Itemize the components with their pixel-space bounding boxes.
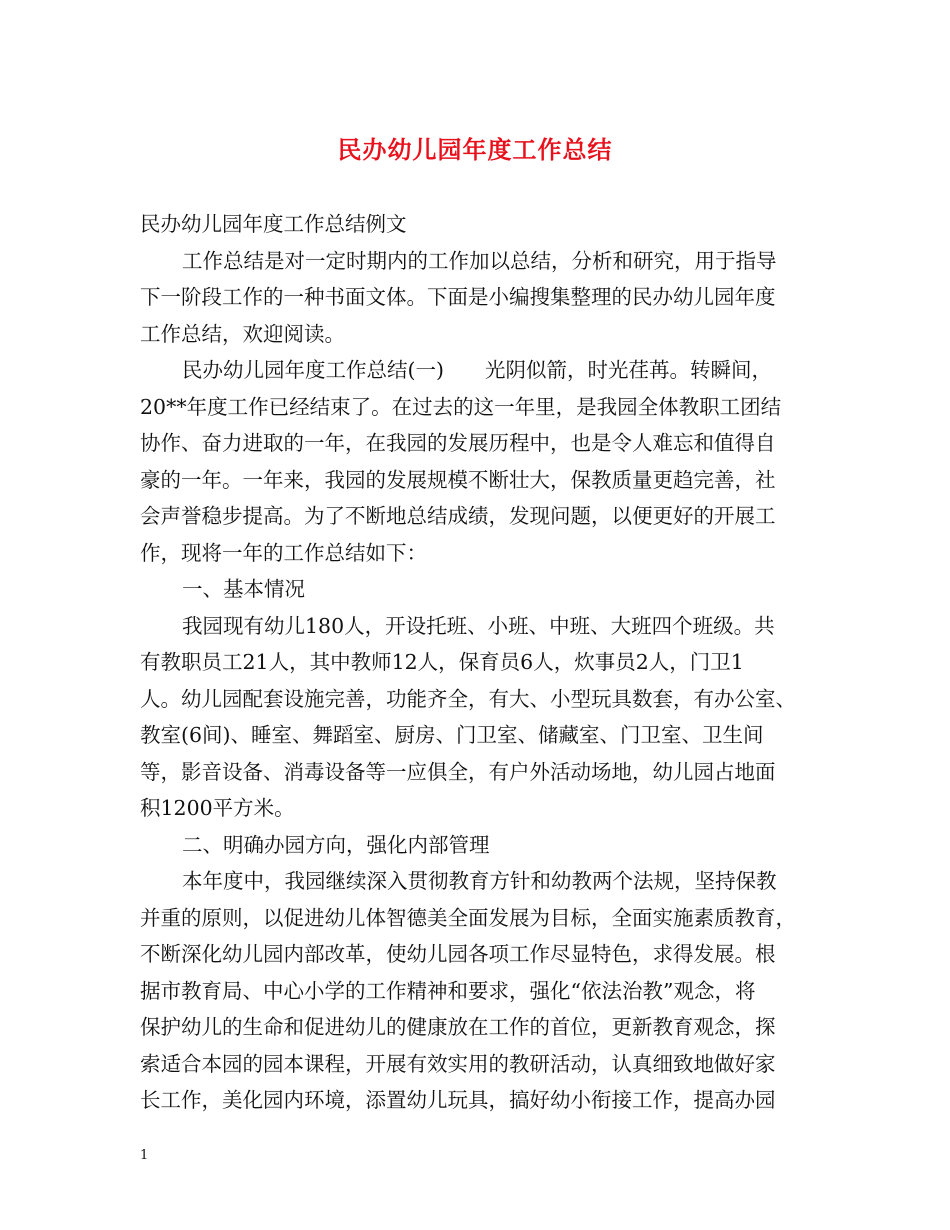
text-line: 索适合本园的园本课程，开展有效实用的教研活动，认真细致地做好家 — [140, 1051, 776, 1076]
text-line: 我园现有幼儿180人，开设托班、小班、中班、大班四个班级。共 — [182, 613, 775, 638]
text-line: 等，影音设备、消毒设备等一应俱全，有户外活动场地，幼儿园占地面 — [140, 759, 776, 784]
text-line: 作，现将一年的工作总结如下： — [140, 540, 427, 565]
text-line: 工作总结，欢迎阅读。 — [140, 321, 345, 346]
text-line: 教室(6间)、睡室、舞蹈室、厨房、门卫室、储藏室、门卫室、卫生间 — [140, 723, 764, 747]
text-line: 协作、奋力进取的一年，在我园的发展历程中，也是令人难忘和值得自 — [140, 431, 776, 455]
text-line: 积1200平方米。 — [140, 796, 295, 820]
text-line: 豪的一年。一年来，我园的发展规模不断壮大，保教质量更趋完善，社 — [140, 467, 776, 492]
text-line: 民办幼儿园年度工作总结例文 — [140, 212, 407, 236]
text-line: 人。幼儿园配套设施完善，功能齐全，有大、小型玩具数套，有办公室、 — [140, 686, 796, 711]
document-title: 民办幼儿园年度工作总结 — [337, 135, 613, 164]
text-line: 不断深化幼儿园内部改革，使幼儿园各项工作尽显特色，求得发展。根 — [140, 942, 776, 966]
text-line: 会声誉稳步提高。为了不断地总结成绩，发现问题，以便更好的开展工 — [140, 504, 776, 528]
text-line: 保护幼儿的生命和促进幼儿的健康放在工作的首位，更新教育观念，探 — [140, 1015, 776, 1039]
text-line: 一、基本情况 — [182, 577, 305, 601]
text-line: 民办幼儿园年度工作总结(一) 光阴似箭，时光荏苒。转瞬间， — [182, 358, 772, 382]
text-line: 长工作，美化园内环境，添置幼儿玩具，搞好幼小衔接工作，提高办园 — [140, 1088, 776, 1112]
text-line: 工作总结是对一定时期内的工作加以总结，分析和研究，用于指导 — [182, 248, 777, 273]
text-line: 本年度中，我园继续深入贯彻教育方针和幼教两个法规，坚持保教 — [182, 869, 777, 893]
text-line: 并重的原则，以促进幼儿体智德美全面发展为目标，全面实施素质教育， — [140, 905, 796, 930]
document-body — [140, 206, 825, 1119]
text-line: 二、明确办园方向，强化内部管理 — [182, 832, 490, 857]
text-line: 20**年度工作已经结束了。在过去的这一年里，是我园全体教职工团结 — [140, 394, 782, 419]
text-line: 据市教育局、中心小学的工作精神和要求，强化“依法治教”观念，将 — [140, 978, 756, 1003]
text-line: 下一阶段工作的一种书面文体。下面是小编搜集整理的民办幼儿园年度 — [140, 285, 776, 309]
page-number: 1 — [140, 1148, 149, 1163]
text-line: 有教职员工21人，其中教师12人，保育员6人，炊事员2人，门卫1 — [140, 650, 744, 674]
